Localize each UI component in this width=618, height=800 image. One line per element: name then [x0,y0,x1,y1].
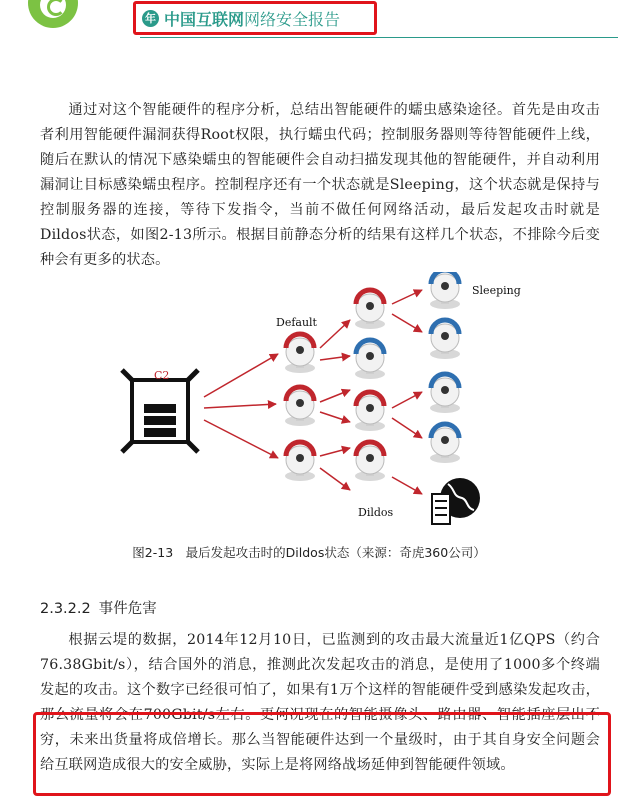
c2-server-icon [122,370,198,452]
camera-col2-1-icon [355,290,385,329]
paragraph-infection-path: 通过对这个智能硬件的程序分析，总结出智能硬件的蠕虫感染途径。首先是由攻击者利用智能硬件漏洞获得Root权限，执行蠕虫代码；控制服务器则等待智能硬件上线，随后在默认的情况下感染蠕虫的智能硬件会自动扫描发现其他的智能硬件，并自动利用漏洞让目标感染蠕虫程序。控制程序还有一个状态就是Sleeping，这个状态就是保持与控制服务器的连接，等待下发指令，当前不做任何网络活动，最后发起攻击时就是Dildos状态，如图2-13所示。根据目前静态分析的结果有这样几个状态，不排除今后变种会有更多的状态。 [40,102,600,268]
camera-sleeping-1-icon [430,272,460,309]
report-logo [28,0,78,28]
target-server-globe-icon [432,478,480,524]
dildos-label: Dildos [358,506,394,519]
camera-default-1-icon [285,334,315,373]
camera-col2-2-icon [355,340,385,379]
e-logo-icon [40,0,66,18]
header-divider [140,37,618,38]
arrow-default-3-up [320,448,350,456]
camera-default-2-icon [285,387,315,426]
year-badge-icon: 年 [142,10,159,27]
camera-col2-3-icon [355,392,385,431]
c2-label: C2 [154,369,170,382]
section-number: 2.3.2.2 [40,601,91,617]
camera-sleeping-2-icon [430,320,460,359]
camera-sleeping-3-icon [430,374,460,413]
section-heading [40,597,157,618]
arrow-default-1-up [320,320,350,348]
paragraph-event-impact: 根据云堤的数据，2014年12月10日，已监测到的攻击最大流量近1亿QPS（约合76.38Gbit/s），结合国外的消息，推测此次发起攻击的消息，是使用了1000多个终端发起的攻击。这个数字已经很可怕了，如果有1万个这样的智能硬件受到感染发起攻击，那么流量将会在700Gbit/s左右。更何况现在的智能摄像头、路由器、智能插座层出不穷，未来出货量将成倍增长。那么当智能硬件达到一个量级时，由于其自身安全问题会给互联网造成很大的安全威胁，实际上是将网络战场延伸到智能硬件领域。 [40,632,600,773]
arrow-c2-to-default-2 [204,404,276,408]
arrow-col2-3-down [392,418,422,438]
camera-col2-4-icon [355,442,385,481]
report-header [133,1,377,35]
figure-caption: 图2-13 最后发起攻击时的Dildos状态（来源：奇虎360公司） [132,545,486,560]
arrow-col2-1-up [392,290,422,304]
sleeping-label: Sleeping [472,284,521,297]
worm-state-figure [100,272,540,542]
default-label: Default [276,316,317,329]
report-title: 中国互联网 [164,9,245,29]
report-subtitle: 网络安全报告 [244,9,341,29]
camera-default-3-icon [285,442,315,481]
arrow-default-1-mid [320,356,350,360]
arrow-col2-3-up [392,392,422,408]
arrow-default-2-up [320,390,350,402]
arrow-c2-to-default-1 [204,354,278,397]
arrow-col2-4-attack [392,477,422,494]
arrow-c2-to-default-3 [204,420,278,458]
arrow-col2-1-down [392,314,422,332]
section-title: 事件危害 [98,601,157,617]
camera-sleeping-4-icon [430,424,460,463]
arrow-default-2-down [320,412,350,422]
arrow-default-3-down [320,468,350,490]
highlight-annotation-box [33,712,611,796]
